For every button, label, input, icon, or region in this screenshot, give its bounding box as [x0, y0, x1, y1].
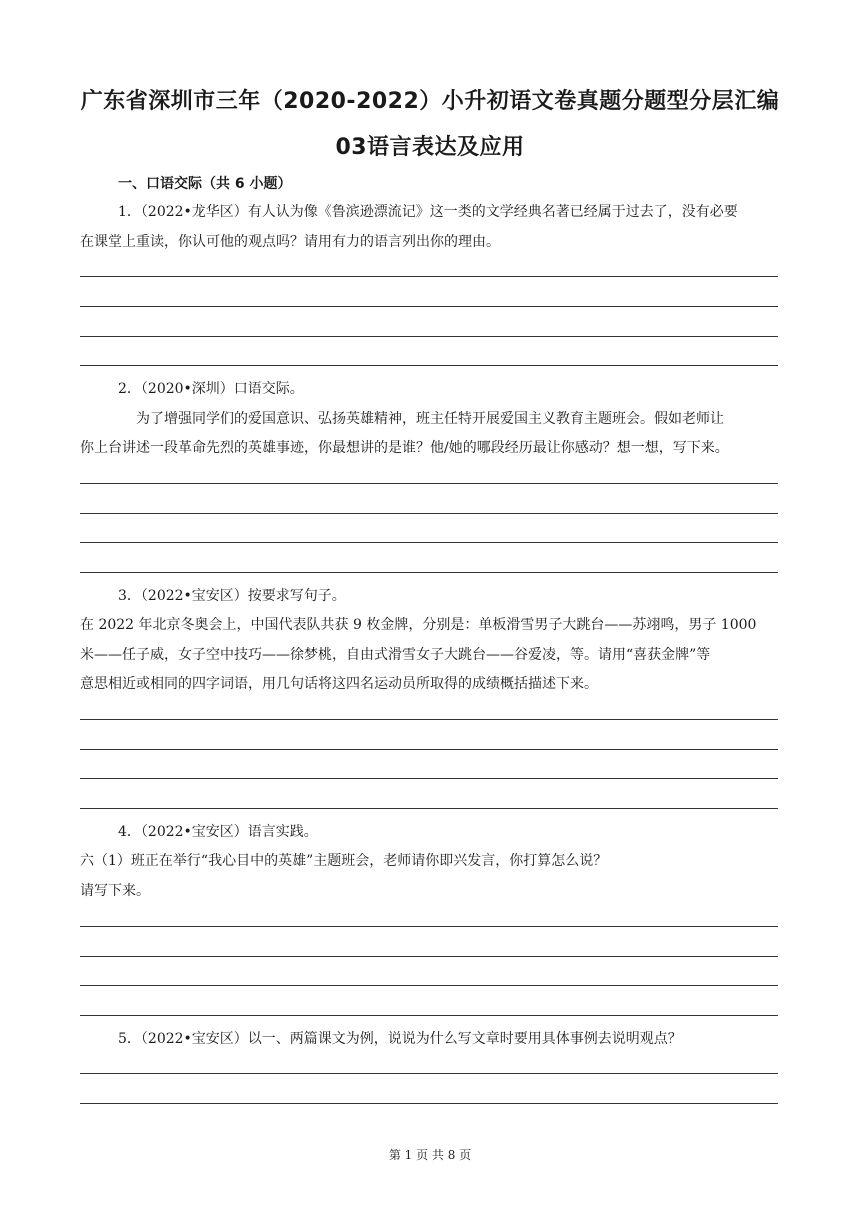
answer-line[interactable]	[80, 1015, 778, 1016]
question-text-line: 3．（2022•宝安区）按要求写句子。	[118, 588, 346, 604]
question-text-line: 2．（2020•深圳）口语交际。	[118, 381, 304, 397]
question-text-line: 在 2022 年北京冬奥会上，中国代表队共获 9 枚金牌，分别是：单板滑雪男子大跳台——苏翊鸣，男子 1000	[80, 617, 757, 633]
answer-line[interactable]	[80, 749, 778, 750]
question-text-line: 六（1）班正在举行“我心目中的英雄”主题班会，老师请你即兴发言，你打算怎么说？	[80, 853, 608, 869]
answer-line[interactable]	[80, 513, 778, 514]
question-text-line: 在课堂上重读，你认可他的观点吗？请用有力的语言列出你的理由。	[80, 234, 500, 250]
answer-line[interactable]	[80, 365, 778, 366]
question-text-line: 请写下来。	[80, 883, 150, 899]
section-heading: 一、口语交际（共 6 小题）	[118, 176, 292, 192]
answer-line[interactable]	[80, 719, 778, 720]
answer-line[interactable]	[80, 778, 778, 779]
document-title-line-1: 广东省深圳市三年（2020-2022）小升初语文卷真题分题型分层汇编	[80, 89, 780, 114]
answer-line[interactable]	[80, 1103, 778, 1104]
answer-line[interactable]	[80, 1073, 778, 1074]
answer-line[interactable]	[80, 542, 778, 543]
question-text-line: 你上台讲述一段革命先烈的英雄事迹，你最想讲的是谁？他/她的哪段经历最让你感动？想一想，写下来。	[80, 440, 729, 456]
answer-line[interactable]	[80, 306, 778, 307]
question-text-line: 1．（2022•龙华区）有人认为像《鲁滨逊漂流记》这一类的文学经典名著已经属于过去了，没有必要	[118, 204, 738, 220]
answer-line[interactable]	[80, 956, 778, 957]
question-text-line: 米——任子威，女子空中技巧——徐梦桃，自由式滑雪女子大跳台——谷爱凌，等。请用“喜获金牌”等	[80, 647, 711, 663]
question-text-line: 为了增强同学们的爱国意识、弘扬英雄精神，班主任特开展爱国主义教育主题班会。假如老师让	[136, 411, 724, 427]
answer-line[interactable]	[80, 336, 778, 337]
document-title-line-2: 03语言表达及应用	[335, 135, 525, 160]
answer-line[interactable]	[80, 985, 778, 986]
question-text-line: 5．（2022•宝安区）以一、两篇课文为例，说说为什么写文章时要用具体事例去说明观点？	[118, 1031, 682, 1047]
answer-line[interactable]	[80, 483, 778, 484]
answer-line[interactable]	[80, 276, 778, 277]
page-number-footer: 第 1 页 共 8 页	[388, 1148, 472, 1162]
question-text-line: 意思相近或相同的四字词语，用几句话将这四名运动员所取得的成绩概括描述下来。	[80, 676, 598, 692]
answer-line[interactable]	[80, 808, 778, 809]
question-text-line: 4．（2022•宝安区）语言实践。	[118, 824, 318, 840]
answer-line[interactable]	[80, 926, 778, 927]
answer-line[interactable]	[80, 572, 778, 573]
